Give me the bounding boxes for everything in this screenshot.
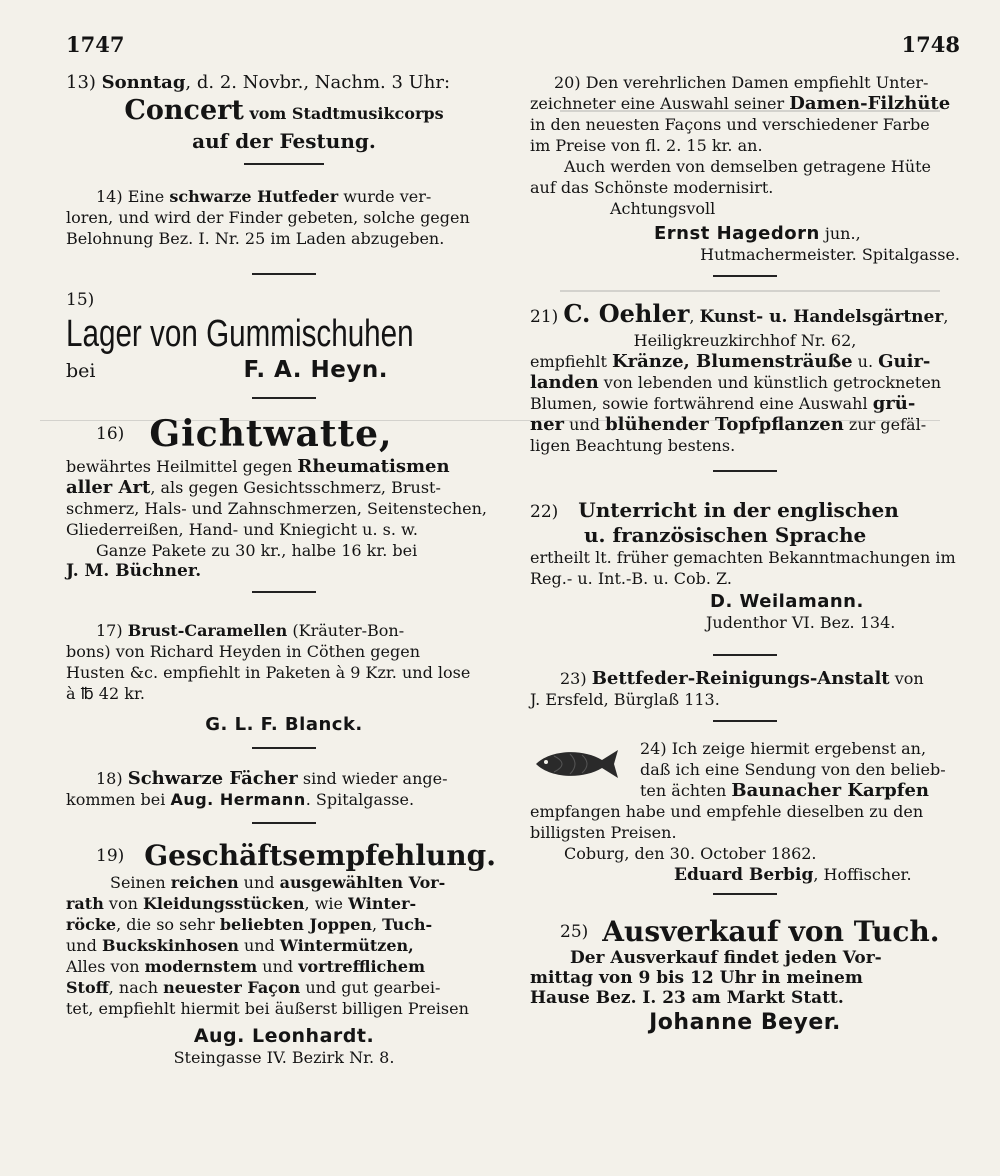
ad-14: [66, 186, 502, 284]
divider: [252, 591, 316, 593]
divider: [252, 273, 316, 275]
ad-16-line2: aller Art, als gegen Gesichtsschmerz, Brust-: [66, 477, 441, 498]
ad-24-line3: ten ächten Baunacher Karpfen: [640, 780, 930, 801]
ad-21-line6: ner und blühender Topfpflanzen zur gefäl-: [530, 414, 927, 435]
divider: [713, 720, 777, 722]
ad-19-line3: röcke, die so sehr beliebten Joppen, Tuch-: [66, 915, 433, 934]
ad-19-title-line: 19) Geschäftsempfehlung.: [96, 839, 496, 872]
ad-25: [530, 916, 960, 1056]
ad-19-line2: rath von Kleidungsstücken, wie Winter-: [66, 894, 417, 913]
ad-23: [530, 668, 960, 728]
divider: [713, 470, 777, 472]
ad-15: [66, 290, 502, 408]
ad-19-line4: und Buckskinhosen und Wintermützen,: [66, 936, 414, 955]
divider: [244, 163, 324, 165]
page-number-left: 1747: [66, 32, 125, 57]
ad-17-line2: bons) von Richard Heyden in Cöthen gegen: [66, 642, 420, 661]
ad-15-name-line: bei F. A. Heyn.: [66, 357, 388, 383]
ad-13-location: auf der Festung.: [192, 129, 376, 153]
ad-20-line6: auf das Schönste modernisirt.: [530, 178, 774, 197]
ad-22-line2: Reg.- u. Int.-B. u. Cob. Z.: [530, 569, 732, 588]
ad-20-line3: in den neuesten Façons und verschiedener Farbe: [530, 115, 930, 134]
ad-16-title-line: 16) Gichtwatte,: [96, 413, 393, 455]
ad-24-signature: Eduard Berbig, Hoffischer.: [674, 865, 912, 885]
ad-24: [530, 738, 960, 894]
ad-14-line1: 14) Eine schwarze Hutfeder wurde ver-: [96, 187, 432, 206]
divider: [713, 654, 777, 656]
ad-20-line5: Auch werden von demselben getragene Hüte: [564, 157, 932, 176]
fish-icon: [530, 744, 620, 788]
ad-21-title-line: 21) C. Oehler, Kunst- u. Handelsgärtner,: [530, 299, 949, 328]
ad-19: [66, 840, 502, 1080]
ad-25-line1: Der Ausverkauf findet jeden Vor-: [570, 948, 882, 968]
ad-20-line7: Achtungsvoll: [610, 199, 716, 218]
ad-17-seller: G. L. F. Blanck.: [205, 714, 363, 735]
divider: [713, 275, 777, 277]
ad-21-line3: empfiehlt Kränze, Blumensträuße u. Guir-: [530, 351, 931, 372]
divider: [252, 747, 316, 749]
ad-20-line4: im Preise von fl. 2. 15 kr. an.: [530, 136, 763, 155]
ad-17-line4: à ℔ 42 kr.: [66, 684, 145, 703]
ad-18-line1: 18) Schwarze Fächer sind wieder ange-: [96, 768, 448, 789]
ad-15-title: Lager von Gummischuhen: [66, 313, 414, 355]
ad-25-line2: mittag von 9 bis 12 Uhr in meinem: [530, 968, 863, 988]
ad-16-line4: Gliederreißen, Hand- und Kniegicht u. s. w.: [66, 520, 418, 539]
ad-24-line4: empfangen habe und empfehle dieselben zu den: [530, 802, 924, 821]
divider: [252, 822, 316, 824]
ad-20-signature: Ernst Hagedorn jun.,: [654, 223, 861, 244]
ad-14-line3: Belohnung Bez. I. Nr. 25 im Laden abzugeben.: [66, 229, 445, 248]
ad-20-line1: 20) Den verehrlichen Damen empfiehlt Unter-: [554, 73, 929, 92]
ad-19-seller: Aug. Leonhardt.: [193, 1025, 375, 1047]
ad-15-title-line: 15) Lager von Gummischuhen: [66, 290, 414, 355]
ad-20-role: Hutmachermeister. Spitalgasse.: [700, 245, 960, 264]
ad-25-line3: Hause Bez. I. 23 am Markt Statt.: [530, 988, 844, 1008]
ad-24-line2: daß ich eine Sendung von den belieb-: [640, 760, 946, 779]
ad-22-line1: ertheilt lt. früher gemachten Bekanntmachungen im: [530, 548, 956, 567]
ad-19-line1: Seinen reichen und ausgewählten Vor-: [110, 873, 446, 892]
ad-22-title-line1: 22) Unterricht in der englischen: [530, 498, 899, 522]
divider: [713, 893, 777, 895]
ad-17-line3: Husten &c. empfiehlt in Paketen à 9 Kzr. und lose: [66, 663, 471, 682]
ad-16-line1: bewährtes Heilmittel gegen Rheumatismen: [66, 456, 450, 477]
ad-17: [66, 620, 502, 750]
ad-16-line3: schmerz, Hals- und Zahnschmerzen, Seitenstechen,: [66, 499, 488, 518]
page-number-right: 1748: [901, 32, 960, 57]
ad-22-address: Judenthor VI. Bez. 134.: [706, 613, 896, 632]
ad-21-line7: ligen Beachtung bestens.: [530, 436, 736, 455]
ad-21-address: Heiligkreuzkirchhof Nr. 62,: [633, 331, 857, 350]
ad-18: [66, 768, 502, 840]
ad-16-seller: J. M. Büchner.: [66, 561, 202, 581]
ad-24-line5: billigsten Preisen.: [530, 823, 677, 842]
ad-19-line6: Stoff, nach neuester Façon und gut gearbei-: [66, 978, 441, 997]
ad-14-line2: loren, und wird der Finder gebeten, solche gegen: [66, 208, 470, 227]
right-column: [530, 72, 960, 1056]
ad-25-seller: Johanne Beyer.: [649, 1010, 841, 1035]
ad-19-line7: tet, empfiehlt hiermit bei äußerst billigen Preisen: [66, 999, 469, 1018]
ad-18-line2: kommen bei Aug. Hermann. Spitalgasse.: [66, 790, 415, 809]
left-column: [66, 72, 502, 1080]
ad-21: [530, 298, 960, 490]
ad-21-line4: landen von lebenden und künstlich getrockneten: [530, 372, 942, 393]
ad-20-line2: zeichneter eine Auswahl seiner Damen-Filzhüte: [530, 93, 951, 114]
ad-24-date: Coburg, den 30. October 1862.: [564, 844, 817, 863]
ad-23-line1: 23) Bettfeder-Reinigungs-Anstalt von: [560, 668, 924, 689]
ad-20: [530, 72, 960, 286]
ad-22-title-line2: u. französischen Sprache: [584, 523, 867, 547]
ad-24-line1: 24) Ich zeige hiermit ergebenst an,: [640, 739, 927, 758]
ad-13-line1: 13) Sonntag, d. 2. Novbr., Nachm. 3 Uhr:: [66, 72, 451, 93]
ad-19-line5: Alles von modernstem und vortrefflichem: [66, 957, 426, 976]
ad-21-line5: Blumen, sowie fortwährend eine Auswahl grü-: [530, 393, 916, 414]
ad-23-line2: J. Ersfeld, Bürglaß 113.: [530, 690, 720, 709]
ad-13: [66, 72, 502, 168]
ad-16: [66, 412, 502, 618]
ad-19-address: Steingasse IV. Bezirk Nr. 8.: [173, 1048, 395, 1067]
ad-13-title: Concert vom Stadtmusikcorps: [124, 95, 444, 126]
ad-22: [530, 498, 960, 646]
ad-25-title-line: 25) Ausverkauf von Tuch.: [560, 915, 940, 948]
ad-16-line5: Ganze Pakete zu 30 kr., halbe 16 kr. bei: [96, 541, 418, 560]
ad-22-seller: D. Weilamann.: [710, 591, 864, 612]
divider: [252, 397, 316, 399]
ad-17-line1: 17) Brust-Caramellen (Kräuter-Bon-: [96, 621, 405, 640]
